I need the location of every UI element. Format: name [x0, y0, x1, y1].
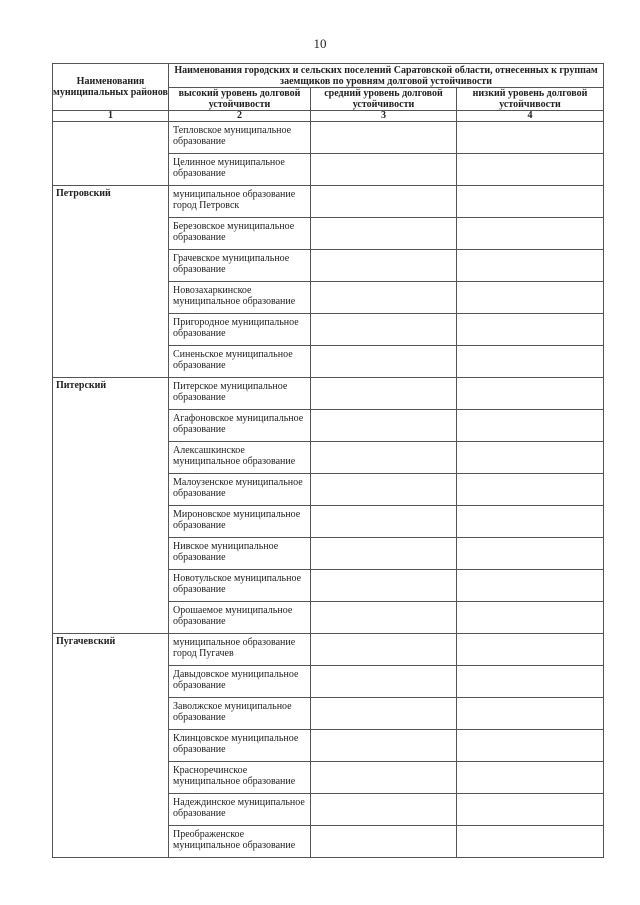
settlement-name: Заволжское муниципальное образование: [169, 698, 311, 730]
district-name: Петровский: [53, 186, 169, 378]
low-level-cell: [457, 346, 604, 378]
table-row: [53, 186, 604, 218]
header-medium-level: средний уровень долговой устойчивости: [311, 88, 457, 111]
table-row: [53, 634, 604, 666]
low-level-cell: [457, 730, 604, 762]
low-level-cell: [457, 538, 604, 570]
settlement-name: Клинцовское муниципальное образование: [169, 730, 311, 762]
low-level-cell: [457, 378, 604, 410]
medium-level-cell: [311, 346, 457, 378]
settlement-name: Давыдовское муниципальное образование: [169, 666, 311, 698]
low-level-cell: [457, 410, 604, 442]
header-col-number: 4: [457, 111, 604, 122]
settlement-name: Красноречинское муниципальное образование: [169, 762, 311, 794]
settlement-name: Березовское муниципальное образование: [169, 218, 311, 250]
settlement-name: Надеждинское муниципальное образование: [169, 794, 311, 826]
medium-level-cell: [311, 602, 457, 634]
page-number: 10: [313, 36, 327, 51]
settlement-name: Малоузенское муниципальное образование: [169, 474, 311, 506]
medium-level-cell: [311, 698, 457, 730]
district-name: Пугачевский: [53, 634, 169, 858]
low-level-cell: [457, 154, 604, 186]
low-level-cell: [457, 570, 604, 602]
settlement-name: Синеньское муниципальное образование: [169, 346, 311, 378]
district-name: [53, 122, 169, 186]
medium-level-cell: [311, 282, 457, 314]
low-level-cell: [457, 634, 604, 666]
medium-level-cell: [311, 666, 457, 698]
low-level-cell: [457, 602, 604, 634]
settlement-name: муниципальное образование город Петровск: [169, 186, 311, 218]
medium-level-cell: [311, 154, 457, 186]
low-level-cell: [457, 314, 604, 346]
low-level-cell: [457, 218, 604, 250]
low-level-cell: [457, 122, 604, 154]
header-col-number: 1: [53, 111, 169, 122]
medium-level-cell: [311, 378, 457, 410]
settlement-name: Мироновское муниципальное образование: [169, 506, 311, 538]
low-level-cell: [457, 282, 604, 314]
header-col-number: 2: [169, 111, 311, 122]
low-level-cell: [457, 666, 604, 698]
header-settlements-group: Наименования городских и сельских поселений Саратовской области, отнесенных к группам заемщиков по уровням долговой устойчивости: [169, 64, 604, 88]
medium-level-cell: [311, 794, 457, 826]
medium-level-cell: [311, 762, 457, 794]
medium-level-cell: [311, 634, 457, 666]
low-level-cell: [457, 826, 604, 858]
header-high-level: высокий уровень долговой устойчивости: [169, 88, 311, 111]
settlement-name: Грачевское муниципальное образование: [169, 250, 311, 282]
medium-level-cell: [311, 122, 457, 154]
medium-level-cell: [311, 730, 457, 762]
settlement-name: Новозахаркинское муниципальное образование: [169, 282, 311, 314]
medium-level-cell: [311, 314, 457, 346]
settlement-name: Питерское муниципальное образование: [169, 378, 311, 410]
settlement-name: муниципальное образование город Пугачев: [169, 634, 311, 666]
settlement-name: Целинное муниципальное образование: [169, 154, 311, 186]
low-level-cell: [457, 794, 604, 826]
low-level-cell: [457, 186, 604, 218]
medium-level-cell: [311, 410, 457, 442]
low-level-cell: [457, 506, 604, 538]
settlement-name: Тепловское муниципальное образование: [169, 122, 311, 154]
settlement-name: Агафоновское муниципальное образование: [169, 410, 311, 442]
medium-level-cell: [311, 186, 457, 218]
medium-level-cell: [311, 570, 457, 602]
low-level-cell: [457, 698, 604, 730]
medium-level-cell: [311, 442, 457, 474]
debt-sustainability-table: [52, 63, 604, 858]
settlement-name: Нивское муниципальное образование: [169, 538, 311, 570]
medium-level-cell: [311, 538, 457, 570]
settlement-name: Алексашкинское муниципальное образование: [169, 442, 311, 474]
medium-level-cell: [311, 250, 457, 282]
settlement-name: Орошаемое муниципальное образование: [169, 602, 311, 634]
table-body: [53, 122, 604, 858]
low-level-cell: [457, 762, 604, 794]
table-row: [53, 378, 604, 410]
header-low-level: низкий уровень долговой устойчивости: [457, 88, 604, 111]
settlement-name: Новотульское муниципальное образование: [169, 570, 311, 602]
header-col-number: 3: [311, 111, 457, 122]
medium-level-cell: [311, 826, 457, 858]
district-name: Питерский: [53, 378, 169, 634]
low-level-cell: [457, 474, 604, 506]
table-row: [53, 122, 604, 154]
low-level-cell: [457, 250, 604, 282]
settlement-name: Преображенское муниципальное образование: [169, 826, 311, 858]
medium-level-cell: [311, 474, 457, 506]
medium-level-cell: [311, 218, 457, 250]
header-districts: Наименования муниципальных районов: [53, 64, 169, 111]
low-level-cell: [457, 442, 604, 474]
medium-level-cell: [311, 506, 457, 538]
settlement-name: Пригородное муниципальное образование: [169, 314, 311, 346]
